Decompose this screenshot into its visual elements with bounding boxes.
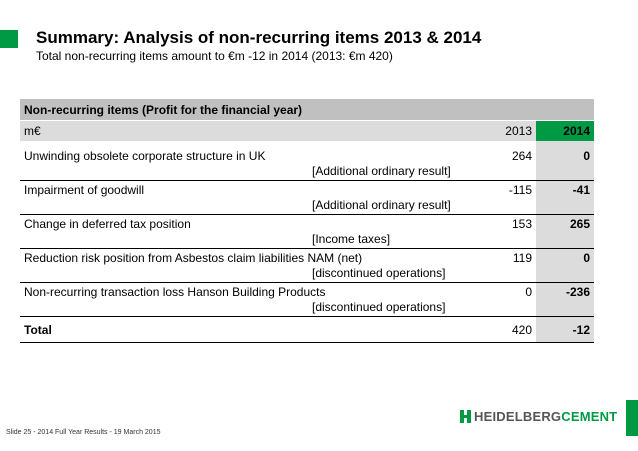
page-title: Summary: Analysis of non-recurring items 2013 & 2014 bbox=[36, 28, 482, 47]
table-row bbox=[20, 181, 594, 215]
row-value-2013: 153 bbox=[511, 217, 532, 231]
accent-side-bar bbox=[626, 400, 638, 436]
row-item-label: Impairment of goodwill bbox=[24, 183, 145, 197]
total-2014: -12 bbox=[536, 317, 594, 342]
table-body bbox=[20, 147, 594, 317]
row-label-cell bbox=[20, 215, 471, 248]
row-category-label: [Additional ordinary result] bbox=[312, 164, 451, 178]
total-label: Total bbox=[24, 322, 52, 337]
row-value-2014: 0 bbox=[536, 147, 594, 180]
heidelbergcement-logo-icon bbox=[460, 410, 471, 423]
row-value-2014: -41 bbox=[536, 181, 594, 214]
row-item-label: Unwinding obsolete corporate structure in UK bbox=[24, 149, 266, 163]
row-category-label: [Income taxes] bbox=[312, 232, 391, 246]
table-row bbox=[20, 249, 594, 283]
unit-label: m€ bbox=[24, 124, 41, 138]
row-item-label: Non-recurring transaction loss Hanson Building Products bbox=[24, 285, 326, 299]
row-value-2014: 0 bbox=[536, 249, 594, 282]
table-row bbox=[20, 283, 594, 317]
row-label-cell bbox=[20, 283, 471, 316]
logo-wordmark bbox=[474, 409, 617, 424]
row-value-2013: 264 bbox=[511, 149, 532, 163]
page-subtitle: Total non-recurring items amount to €m -12 in 2014 (2013: €m 420) bbox=[36, 49, 393, 63]
row-value-2014: -236 bbox=[536, 283, 594, 316]
table-row bbox=[20, 147, 594, 181]
row-value-2013: 119 bbox=[512, 251, 532, 265]
non-recurring-items-table bbox=[20, 99, 594, 343]
column-2013-header: 2013 bbox=[505, 124, 532, 138]
slide-footer: Slide 25 - 2014 Full Year Results - 19 March 2015 bbox=[6, 429, 161, 436]
row-item-label: Change in deferred tax position bbox=[24, 217, 191, 231]
accent-square bbox=[0, 30, 18, 48]
row-value-2013: 0 bbox=[525, 285, 532, 299]
logo-text-cement: CEMENT bbox=[561, 409, 618, 424]
table-column-header-row bbox=[20, 120, 594, 141]
column-2014-header: 2014 bbox=[536, 121, 594, 141]
row-value-2013: -115 bbox=[508, 183, 532, 197]
table-header: Non-recurring items (Profit for the financial year) bbox=[20, 99, 594, 120]
row-category-label: [Additional ordinary result] bbox=[312, 198, 451, 212]
row-label-cell bbox=[20, 181, 471, 214]
row-value-2014: 265 bbox=[536, 215, 594, 248]
row-category-label: [discontinued operations] bbox=[312, 300, 446, 314]
row-label-cell bbox=[20, 147, 471, 180]
logo-text-heidelberg: HEIDELBERG bbox=[474, 409, 562, 424]
row-label-cell bbox=[20, 249, 471, 282]
row-category-label: [discontinued operations] bbox=[312, 266, 446, 280]
table-row bbox=[20, 215, 594, 249]
company-logo bbox=[460, 409, 617, 424]
total-2013: 420 bbox=[511, 322, 532, 337]
table-total-row bbox=[20, 317, 594, 343]
row-item-label: Reduction risk position from Asbestos claim liabilities NAM (net) bbox=[24, 251, 363, 265]
